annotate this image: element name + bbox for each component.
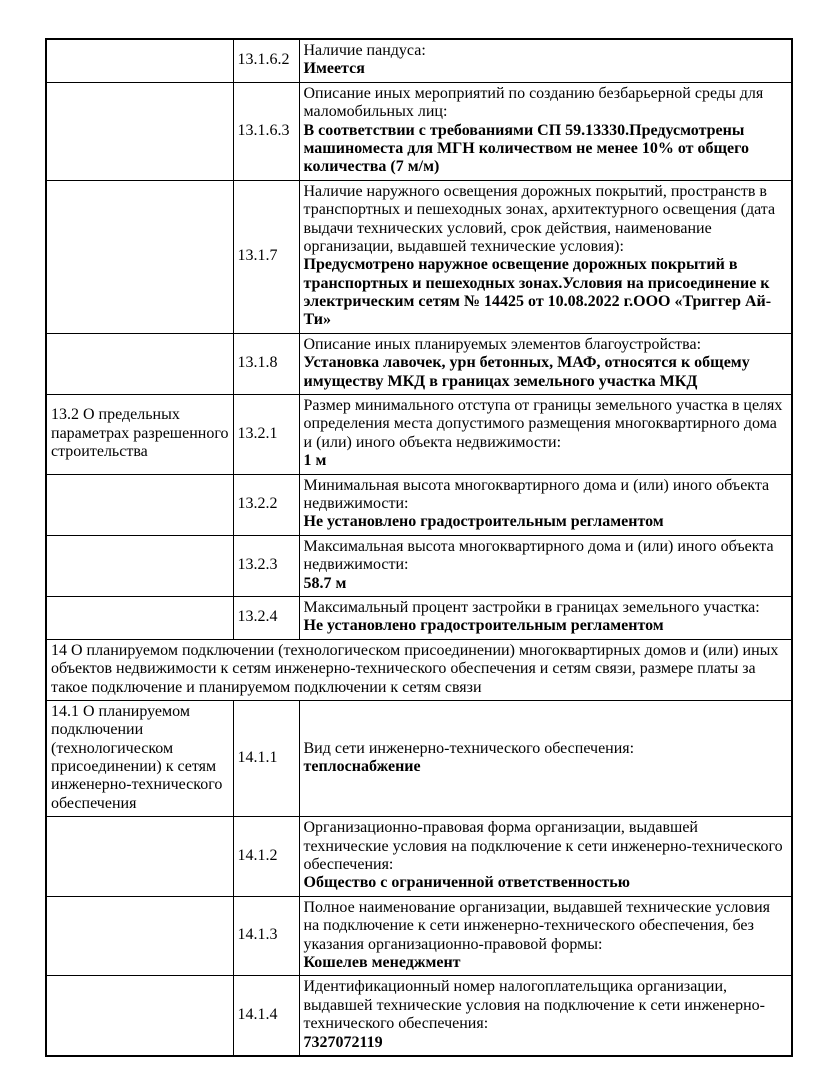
- item-number-cell: 14.1.3: [233, 896, 299, 976]
- table-row: [46, 700, 792, 816]
- field-label: Вид сети инженерно-технического обеспечения:: [303, 739, 635, 757]
- field-label: Максимальная высота многоквартирного дома и (или) иного объекта недвижимости:: [303, 537, 774, 574]
- section-cell: [46, 474, 233, 535]
- content-cell: [299, 896, 792, 976]
- table-row: [46, 333, 792, 394]
- item-number-cell: 13.1.7: [233, 180, 299, 333]
- content-cell: [299, 596, 792, 639]
- field-label: Наличие пандуса:: [303, 42, 426, 59]
- field-label: Организационно-правовая форма организации, выдавшей технические условия на подключение к сети инженерно-технического обеспечения:: [303, 819, 783, 874]
- item-number-cell: 14.1.4: [233, 976, 299, 1056]
- field-value: 1 м: [303, 452, 327, 470]
- item-number-cell: 14.1.1: [233, 700, 299, 816]
- field-value: Имеется: [303, 60, 365, 78]
- field-value: Предусмотрено наружное освещение дорожных покрытий в транспортных и пешеходных зонах.Условия на присоединение к электрическим сетям № 14425 от 10.08.2022 г.ООО «Триггер Ай-Ти»: [303, 256, 772, 329]
- field-label: Минимальная высота многоквартирного дома и (или) иного объекта недвижимости:: [303, 476, 770, 512]
- table-row: [46, 535, 792, 596]
- item-number-cell: 13.1.6.3: [233, 82, 299, 180]
- item-number-cell: 13.2.3: [233, 535, 299, 596]
- section-header-row: [46, 639, 792, 700]
- content-cell: [299, 333, 792, 394]
- field-label: Размер минимального отступа от границы земельного участка в целях определения места допустимого размещения многоквартирного дома и (или) иного объекта недвижимости:: [303, 397, 783, 451]
- section-cell: 13.2 О предельных параметрах разрешенного строительства: [46, 395, 233, 475]
- field-value: 7327072119: [303, 1033, 383, 1051]
- field-label: Описание иных планируемых элементов благоустройства:: [303, 335, 702, 353]
- section-cell: [46, 333, 233, 394]
- declaration-table-body: [46, 39, 792, 1056]
- table-row: [46, 474, 792, 535]
- field-value: В соответствии с требованиями СП 59.13330.Предусмотрены машиноместа для МГН количеством не менее 10% от общего количества (7 м/м): [303, 121, 749, 176]
- field-value: Не установлено градостроительным регламентом: [303, 617, 664, 635]
- field-value: 58.7 м: [303, 574, 347, 592]
- content-cell: [299, 976, 792, 1056]
- content-cell: [299, 82, 792, 180]
- section-cell: [46, 39, 233, 82]
- section-cell: 14.1 О планируемом подключении (технологическом присоединении) к сетям инженерно-технического обеспечения: [46, 700, 233, 816]
- section-cell: [46, 180, 233, 333]
- field-label: Наличие наружного освещения дорожных покрытий, пространств в транспортных и пешеходных зонах, архитектурного освещения (дата выдачи технических условий, срок действия, наименование организации, выдавшей технические условия):: [303, 182, 776, 255]
- content-cell: [299, 180, 792, 333]
- section-cell: [46, 817, 233, 897]
- content-cell: [299, 700, 792, 816]
- item-number-cell: 13.2.4: [233, 596, 299, 639]
- field-value: теплоснабжение: [303, 758, 421, 776]
- table-row: [46, 395, 792, 475]
- content-cell: [299, 39, 792, 82]
- section-cell: [46, 596, 233, 639]
- section-cell: [46, 535, 233, 596]
- declaration-table: [45, 38, 793, 1057]
- field-label: Полное наименование организации, выдавшей технические условия на подключение к сети инженерно-технического обеспечения, без указания организационно-правовой формы:: [303, 898, 771, 953]
- table-row: [46, 976, 792, 1056]
- table-row: [46, 82, 792, 180]
- field-value: Установка лавочек, урн бетонных, МАФ, относятся к общему имуществу МКД в границах земельного участка МКД: [303, 354, 750, 390]
- section-cell: [46, 82, 233, 180]
- field-value: Кошелев менеджмент: [303, 953, 461, 971]
- field-value: Не установлено градостроительным регламентом: [303, 513, 664, 531]
- section-cell: [46, 896, 233, 976]
- table-row: [46, 180, 792, 333]
- field-label: Идентификационный номер налогоплательщика организации, выдавшей технические условия на подключение к сети инженерно-технического обеспечения:: [303, 978, 765, 1033]
- content-cell: [299, 395, 792, 475]
- field-label: Максимальный процент застройки в границах земельного участка:: [303, 598, 760, 616]
- item-number-cell: 13.1.8: [233, 333, 299, 394]
- table-row: [46, 596, 792, 639]
- item-number-cell: 13.1.6.2: [233, 39, 299, 82]
- table-row: [46, 817, 792, 897]
- table-row: [46, 896, 792, 976]
- section-header: 14 О планируемом подключении (технологическом присоединении) многоквартирных домов и (или) иных объектов недвижимости к сетям инженерно-технического обеспечения и сетям связи, размере платы за такое подключение и планируемом подключении к сетям связи: [46, 639, 792, 700]
- item-number-cell: 14.1.2: [233, 817, 299, 897]
- content-cell: [299, 535, 792, 596]
- item-number-cell: 13.2.2: [233, 474, 299, 535]
- item-number-cell: 13.2.1: [233, 395, 299, 475]
- content-cell: [299, 474, 792, 535]
- table-row: [46, 39, 792, 82]
- field-label: Описание иных мероприятий по созданию безбарьерной среды для маломобильных лиц:: [303, 84, 764, 121]
- content-cell: [299, 817, 792, 897]
- section-cell: [46, 976, 233, 1056]
- field-value: Общество с ограниченной ответственностью: [303, 874, 630, 892]
